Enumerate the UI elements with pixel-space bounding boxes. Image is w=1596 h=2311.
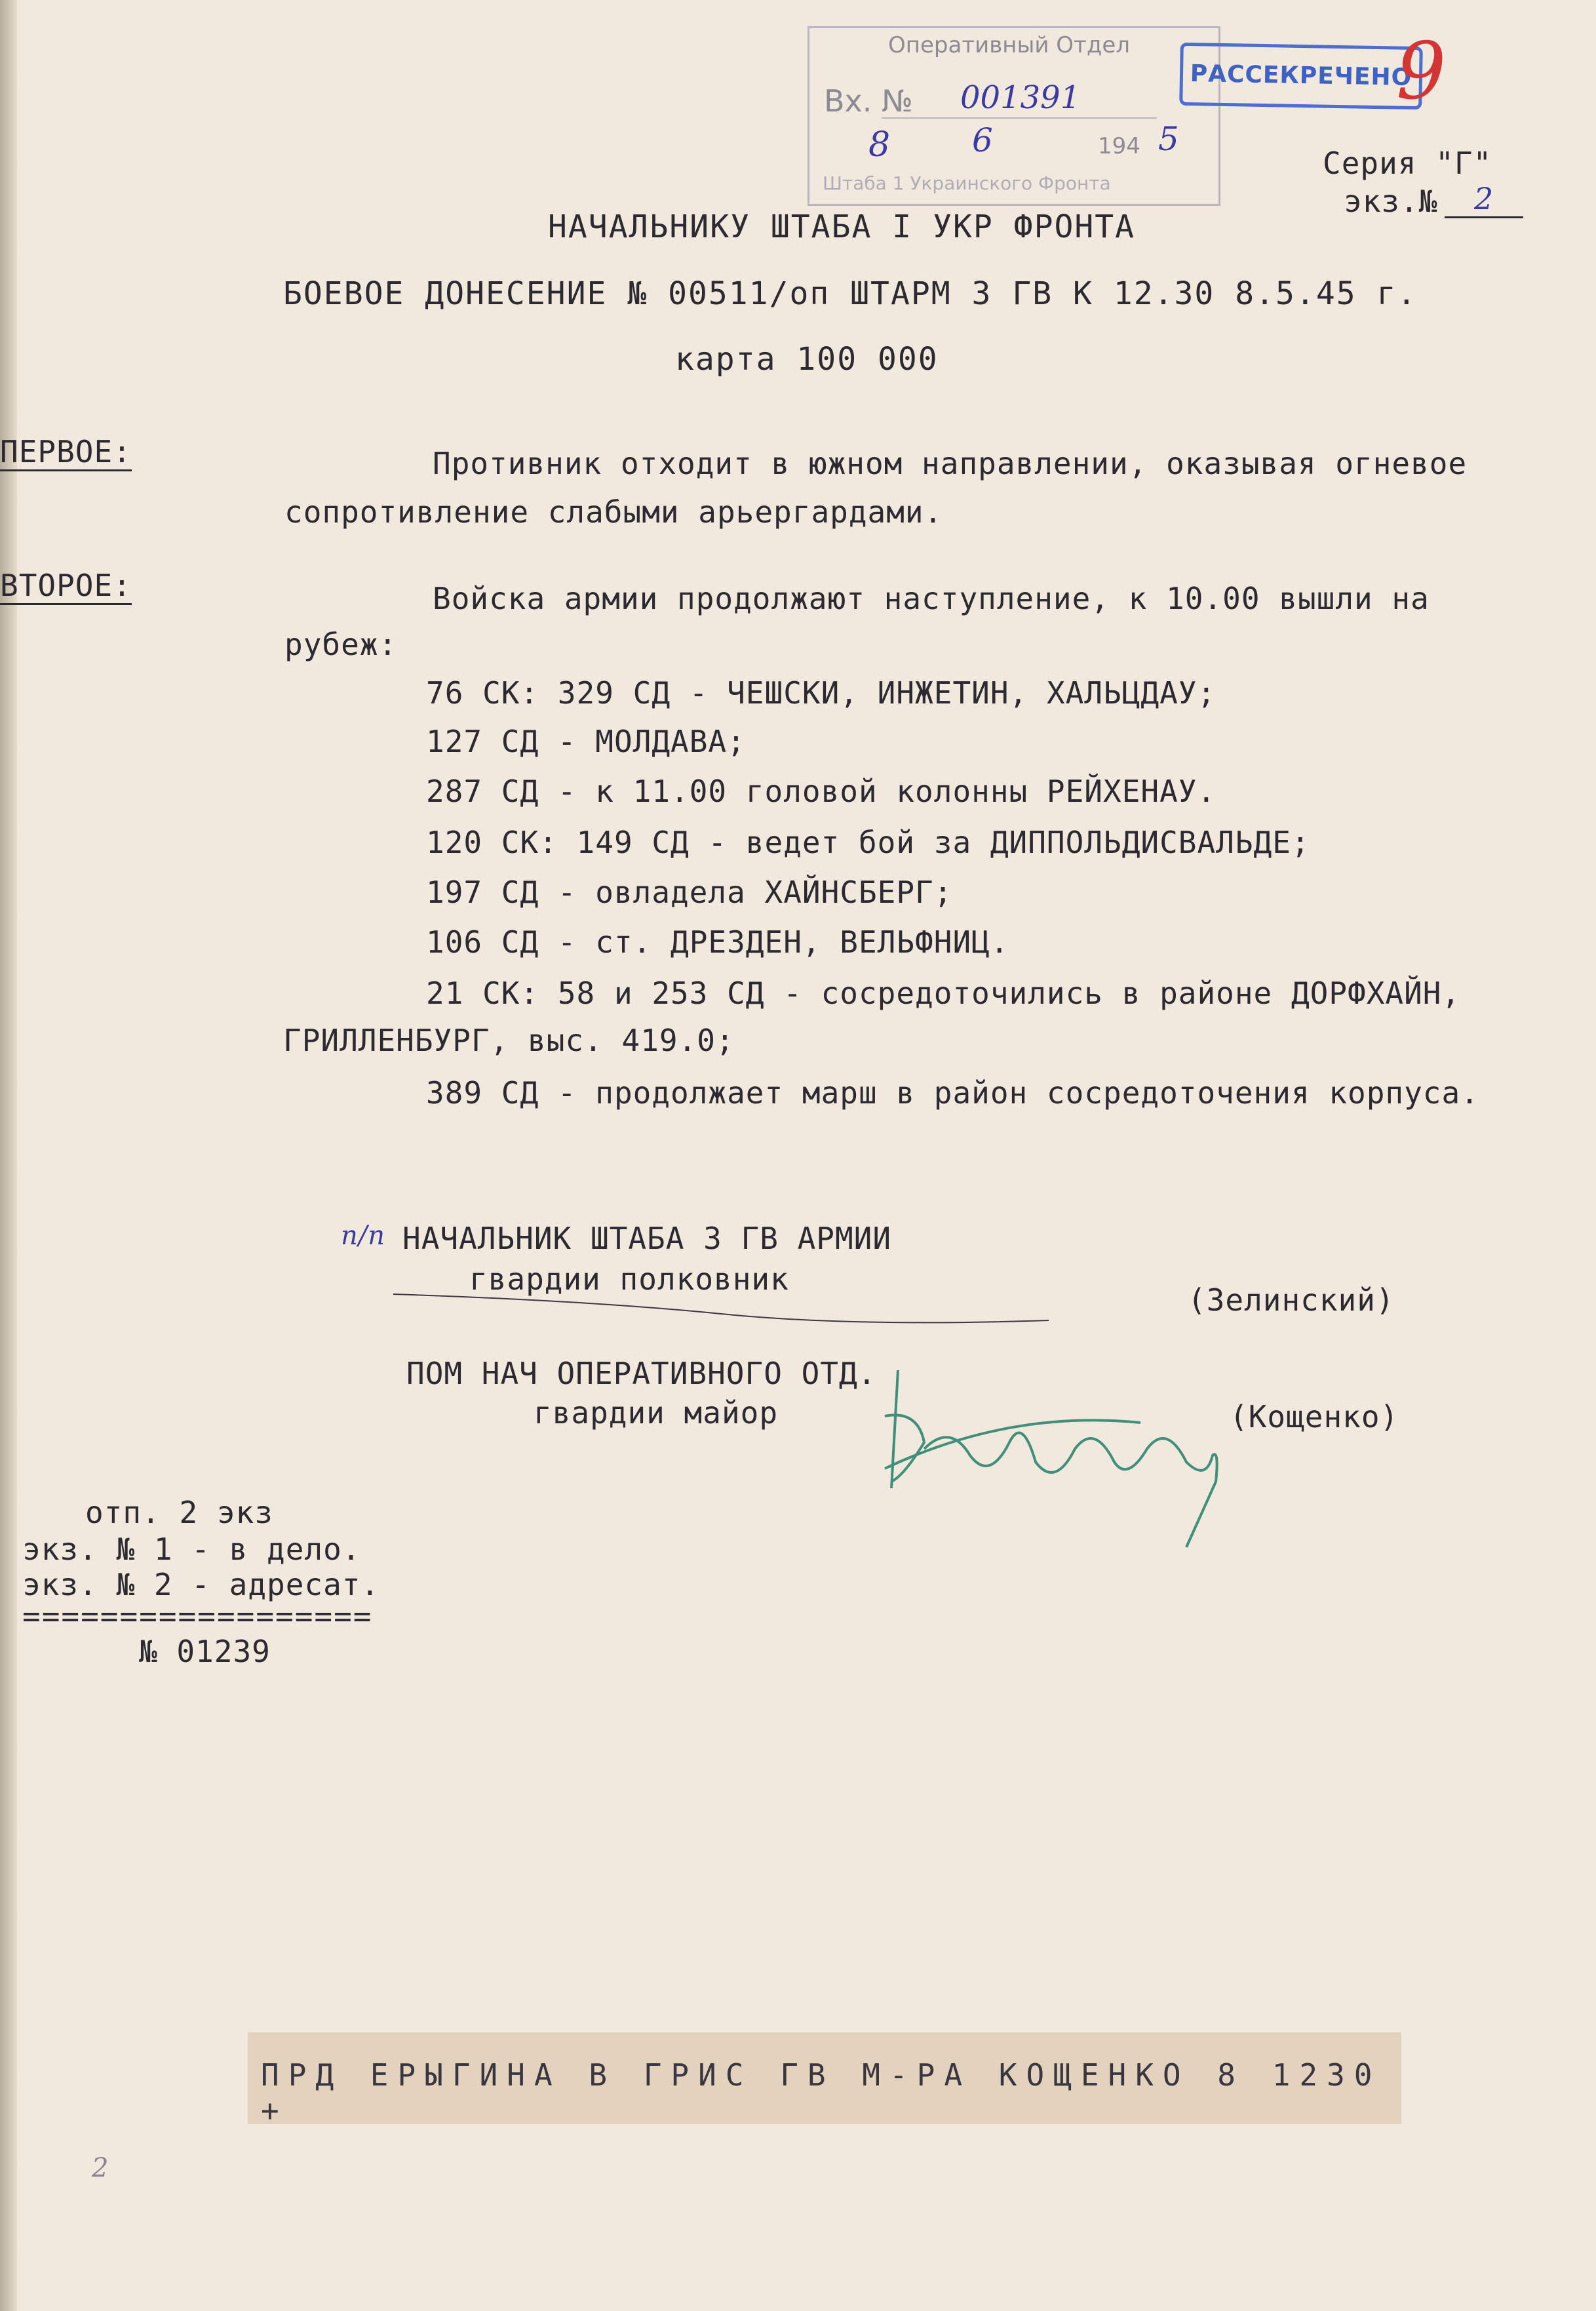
section-first-line-2: сопротивление слабыми арьергардами. <box>284 494 943 530</box>
teletype-text: ПРД ЕРЫГИНА В ГРИС ГВ М-РА КОЩЕНКО 8 1230 + <box>261 2057 1382 2128</box>
stamp-incoming-label: Вх. № <box>824 83 913 119</box>
unit-line: 127 СД - МОЛДАВА; <box>426 724 746 759</box>
stamp-day: 8 <box>868 125 891 165</box>
section-second-line-1: Войска армии продолжают наступление, к 10.00 вышли на <box>433 581 1430 616</box>
pp-mark: п/п <box>341 1221 385 1251</box>
copy-one: экз. № 1 - в дело. <box>22 1531 361 1567</box>
asst-title: ПОМ НАЧ ОПЕРАТИВНОГО ОТД. <box>406 1356 877 1391</box>
declassified-stamp: РАССЕКРЕЧЕНО <box>1179 43 1423 109</box>
chief-rank: гвардии полковник <box>469 1261 789 1297</box>
stamp-year-digit: 5 <box>1158 120 1179 158</box>
chief-name: (Зелинский) <box>1188 1282 1395 1318</box>
unit-line: 21 СК: 58 и 253 СД - сосредоточились в районе ДОРФХАЙН, <box>426 976 1461 1011</box>
unit-line: ГРИЛЛЕНБУРГ, выс. 419.0; <box>283 1023 735 1058</box>
stamp-month: 6 <box>972 121 993 159</box>
signature-line <box>393 1288 1049 1327</box>
series-copy-label: экз.№ <box>1344 184 1438 219</box>
section-second-label: ВТОРОЕ: <box>0 568 132 605</box>
chief-title: НАЧАЛЬНИК ШТАБА 3 ГВ АРМИИ <box>402 1221 892 1256</box>
red-mark: 9 <box>1396 26 1447 117</box>
page-edge <box>0 0 17 2311</box>
teletype-strip <box>248 2032 1401 2128</box>
stamp-year-prefix: 194 <box>1098 133 1140 159</box>
unit-line: 287 СД - к 11.00 головой колонны РЕЙХЕНАУ. <box>426 774 1216 809</box>
unit-line: 76 СК: 329 СД - ЧЕШСКИ, ИНЖЕТИН, ХАЛЬЦДАУ; <box>426 675 1216 711</box>
asst-rank: гвардии майор <box>534 1395 779 1431</box>
asst-name: (Кощенко) <box>1230 1399 1399 1434</box>
copy-two: экз. № 2 - адресат. <box>22 1567 380 1602</box>
stamp-footer: Штаба 1 Украинского Фронта <box>823 172 1111 194</box>
section-first-label: ПЕРВОЕ: <box>0 434 132 471</box>
section-second-line-2: рубеж: <box>284 627 398 662</box>
report-title: БОЕВОЕ ДОНЕСЕНИЕ № 00511/оп ШТАРМ 3 ГВ К 12.30 8.5.45 г. <box>283 275 1418 312</box>
outgoing-number: № 01239 <box>139 1634 271 1669</box>
map-reference: карта 100 000 <box>675 341 939 378</box>
separator: ================== <box>22 1598 373 1634</box>
unit-line: 106 СД - ст. ДРЕЗДЕН, ВЕЛЬФНИЦ. <box>426 924 1009 960</box>
unit-line: 389 СД - продолжает марш в район сосредоточения корпуса. <box>426 1075 1479 1111</box>
addressee: НАЧАЛЬНИКУ ШТАБА I УКР ФРОНТА <box>548 208 1136 245</box>
series-copy-number: 2 <box>1445 181 1523 218</box>
handwritten-signature <box>878 1351 1245 1554</box>
stamp-department: Оперативный Отдел <box>888 32 1130 58</box>
stamp-incoming-number: 001391 <box>960 79 1081 116</box>
stamp-divider <box>882 117 1157 119</box>
incoming-stamp <box>808 26 1220 206</box>
unit-line: 197 СД - овладела ХАЙНСБЕРГ; <box>426 875 953 910</box>
printed-copies: отп. 2 экз <box>85 1495 273 1530</box>
section-first-line-1: Противник отходит в южном направлении, оказывая огневое <box>433 446 1468 481</box>
series-label: Серия "Г" <box>1323 146 1492 181</box>
unit-line: 120 СК: 149 СД - ведет бой за ДИППОЛЬДИСВАЛЬДЕ; <box>426 825 1310 860</box>
margin-mark: 2 <box>92 2153 109 2183</box>
